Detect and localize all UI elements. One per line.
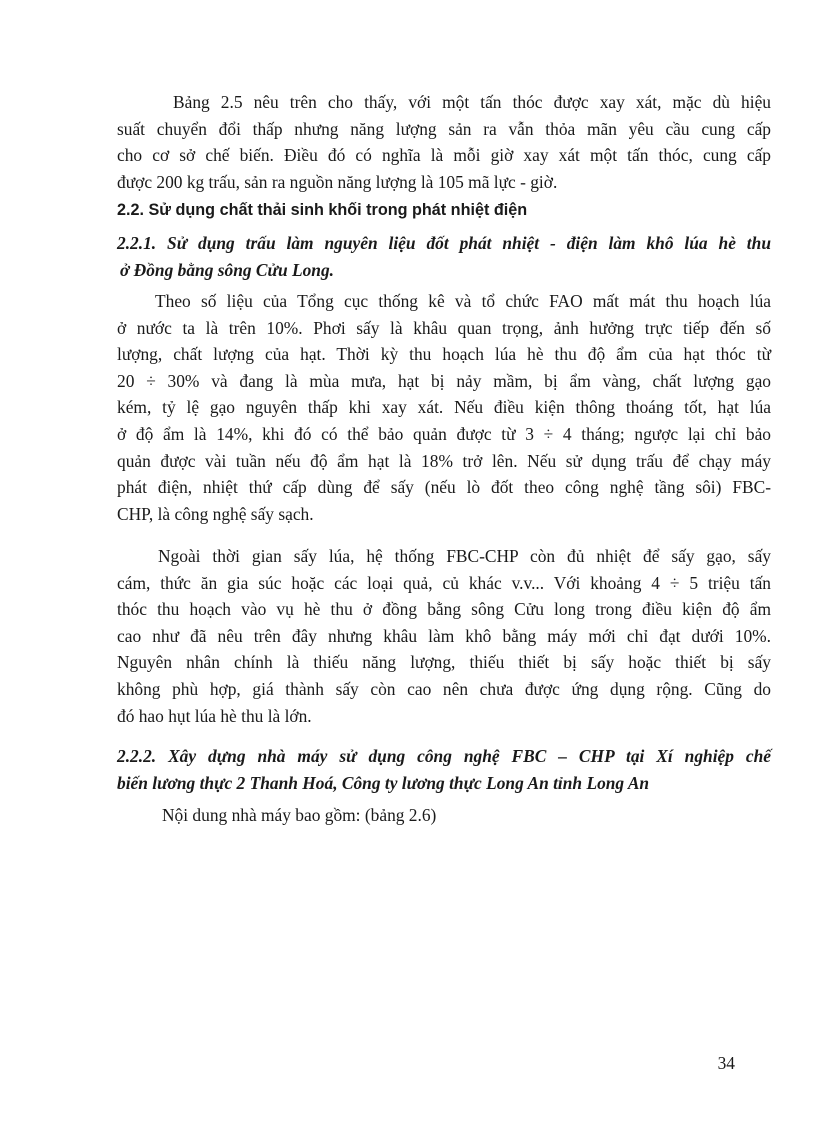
paragraph-line: cao như đã nêu trên đây nhưng khâu làm khô bằng máy mới chỉ đạt dưới 10%. (117, 625, 771, 646)
paragraph-line: 20 ÷ 30% và đang là mùa mưa, hạt bị nảy mầm, bị ẩm vàng, chất lượng gạo (117, 370, 771, 391)
page-number: 34 (717, 1053, 735, 1073)
section-heading-2-2: 2.2. Sử dụng chất thải sinh khối trong phát nhiệt điện (117, 201, 528, 219)
paragraph-line: được 200 kg trấu, sản ra nguồn năng lượng là 105 mã lực - giờ. (117, 171, 558, 192)
heading-line: 2.2.2. Xây dựng nhà máy sử dụng công nghệ FBC – CHP tại Xí nghiệp chế (117, 746, 771, 766)
paragraph-line: phát điện, nhiệt thứ cấp dùng để sấy (nếu lò đốt theo công nghệ tầng sôi) FBC- (117, 477, 771, 498)
heading-line: 2.2.1. Sử dụng trấu làm nguyên liệu đốt phát nhiệt - điện làm khô lúa hè thu (117, 233, 771, 253)
paragraph-line: lượng, chất lượng của hạt. Thời kỳ thu hoạch lúa hè thu độ ẩm của hạt thóc từ (117, 344, 771, 365)
paragraph-line: CHP, là công nghệ sấy sạch. (117, 503, 314, 524)
subsection-heading-2-2-1 (117, 230, 771, 283)
paragraph-3 (117, 543, 771, 729)
heading-line: ở Đồng bằng sông Cửu Long. (120, 259, 335, 280)
paragraph-4 (117, 802, 771, 829)
paragraph-line: Nguyên nhân chính là thiếu năng lượng, thiếu thiết bị sấy hoặc thiết bị sấy (117, 652, 771, 673)
paragraph-2 (117, 288, 771, 527)
paragraph-line: ở nước ta là trên 10%. Phơi sấy là khâu quan trọng, ảnh hưởng trực tiếp đến số (117, 317, 771, 338)
paragraph-line: kém, tỷ lệ gạo nguyên thấp khi xay xát. Nếu điều kiện thông thoáng tốt, hạt lúa (117, 397, 771, 418)
paragraph-line: quản được vài tuần nếu độ ẩm hạt là 18% trở lên. Nếu sử dụng trấu để chạy máy (117, 450, 771, 471)
paragraph-line: đó hao hụt lúa hè thu là lớn. (117, 705, 312, 726)
paragraph-line: Bảng 2.5 nêu trên cho thấy, với một tấn thóc được xay xát, mặc dù hiệu (173, 92, 771, 112)
paragraph-line: Nội dung nhà máy bao gồm: (bảng 2.6) (162, 805, 437, 825)
heading-line: biến lương thực 2 Thanh Hoá, Công ty lương thực Long An tỉnh Long An (117, 772, 650, 793)
paragraph-line: ở độ ẩm là 14%, khi đó có thể bảo quản được từ 3 ÷ 4 tháng; ngược lại chỉ bảo (117, 423, 771, 444)
paragraph-line: thóc thu hoạch vào vụ hè thu ở đồng bằng sông Cửu long trong điều kiện độ ẩm (117, 599, 771, 620)
paragraph-line: Ngoài thời gian sấy lúa, hệ thống FBC-CHP còn đủ nhiệt để sấy gạo, sấy (158, 546, 771, 566)
paragraph-line: cho cơ sở chế biến. Điều đó có nghĩa là mỗi giờ xay xát một tấn thóc, cung cấp (117, 145, 771, 166)
paragraph-1 (117, 89, 771, 195)
subsection-heading-2-2-2 (117, 743, 771, 796)
paragraph-line: không phù hợp, giá thành sấy còn cao nên chưa được ứng dụng rộng. Cũng do (117, 678, 771, 699)
paragraph-line: suất chuyển đổi thấp nhưng năng lượng sản ra vẫn thỏa mãn yêu cầu cung cấp (117, 118, 771, 139)
paragraph-line: cám, thức ăn gia súc hoặc các loại quả, củ khác v.v... Với khoảng 4 ÷ 5 triệu tấn (117, 572, 771, 593)
paragraph-line: Theo số liệu của Tổng cục thống kê và tổ chức FAO mất mát thu hoạch lúa (155, 291, 771, 311)
